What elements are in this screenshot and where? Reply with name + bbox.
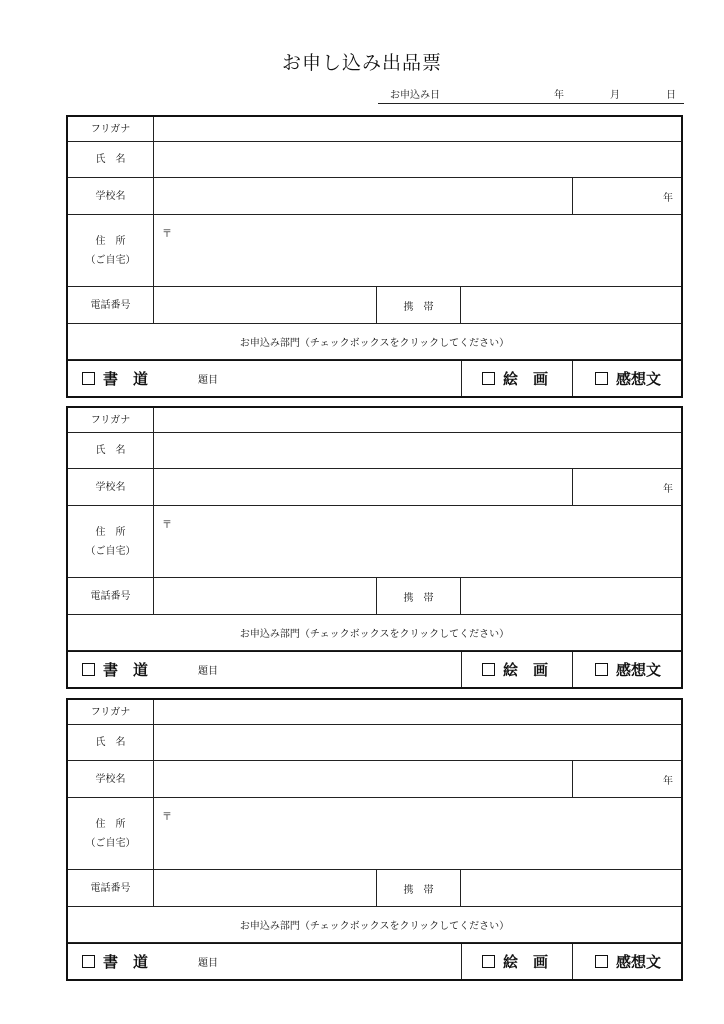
mobile-label: 携 帯: [377, 578, 461, 614]
checkbox-icon: [82, 372, 95, 385]
mobile-label: 携 帯: [377, 870, 461, 906]
day-label: 日: [666, 90, 676, 101]
mobile-field[interactable]: [461, 870, 681, 906]
school-field[interactable]: [154, 178, 573, 214]
checkbox-icon: [595, 372, 608, 385]
year-label: 年: [554, 90, 564, 101]
month-label: 月: [610, 90, 620, 101]
postal-mark: 〒: [162, 812, 172, 823]
entry-form-2: [66, 406, 683, 689]
grade-label: 年: [663, 775, 673, 787]
mobile-label: 携 帯: [377, 287, 461, 323]
grade-field[interactable]: [573, 469, 681, 505]
painting-checkbox[interactable]: 絵 画: [462, 944, 573, 979]
calligraphy-checkbox[interactable]: 書 道: [82, 944, 148, 979]
name-label: 氏 名: [68, 142, 154, 177]
postal-mark: 〒: [162, 520, 172, 531]
grade-label: 年: [663, 192, 673, 204]
school-label: 学校名: [68, 761, 154, 797]
theme-label: 題目: [198, 958, 218, 969]
essay-checkbox[interactable]: 感想文: [573, 944, 681, 979]
calligraphy-checkbox[interactable]: 書 道: [82, 361, 148, 396]
theme-field[interactable]: [216, 652, 462, 687]
checkbox-icon: [482, 372, 495, 385]
grade-label: 年: [663, 483, 673, 495]
name-field[interactable]: [154, 142, 681, 177]
phone-field[interactable]: [154, 870, 377, 906]
address-label: 住 所 （ご自宅）: [68, 506, 154, 577]
entry-form-1: [66, 115, 683, 398]
phone-label: 電話番号: [68, 287, 154, 323]
address-field[interactable]: [154, 506, 681, 577]
phone-label: 電話番号: [68, 870, 154, 906]
page-title: お申し込み出品票: [281, 52, 442, 74]
application-date-label: お申込み日: [390, 90, 440, 101]
furigana-field[interactable]: [154, 700, 681, 724]
checkbox-icon: [82, 663, 95, 676]
category-instruction: お申込み部門（チェックボックスをクリックしてください）: [239, 338, 510, 349]
school-label: 学校名: [68, 469, 154, 505]
checkbox-icon: [82, 955, 95, 968]
furigana-label: フリガナ: [68, 408, 154, 432]
grade-field[interactable]: [573, 178, 681, 214]
name-field[interactable]: [154, 433, 681, 468]
school-field[interactable]: [154, 469, 573, 505]
name-label: 氏 名: [68, 725, 154, 760]
name-label: 氏 名: [68, 433, 154, 468]
address-label: 住 所 （ご自宅）: [68, 215, 154, 286]
name-field[interactable]: [154, 725, 681, 760]
essay-checkbox[interactable]: 感想文: [573, 361, 681, 396]
address-field[interactable]: [154, 798, 681, 869]
furigana-field[interactable]: [154, 408, 681, 432]
phone-label: 電話番号: [68, 578, 154, 614]
phone-field[interactable]: [154, 287, 377, 323]
category-instruction: お申込み部門（チェックボックスをクリックしてください）: [239, 629, 510, 640]
painting-checkbox[interactable]: 絵 画: [462, 361, 573, 396]
school-label: 学校名: [68, 178, 154, 214]
furigana-label: フリガナ: [68, 117, 154, 141]
mobile-field[interactable]: [461, 578, 681, 614]
entry-form-3: [66, 698, 683, 981]
address-field[interactable]: [154, 215, 681, 286]
school-field[interactable]: [154, 761, 573, 797]
grade-field[interactable]: [573, 761, 681, 797]
postal-mark: 〒: [162, 229, 172, 240]
essay-checkbox[interactable]: 感想文: [573, 652, 681, 687]
theme-label: 題目: [198, 375, 218, 386]
checkbox-icon: [482, 663, 495, 676]
application-date-line: [378, 85, 684, 104]
checkbox-icon: [595, 955, 608, 968]
painting-checkbox[interactable]: 絵 画: [462, 652, 573, 687]
address-label: 住 所 （ご自宅）: [68, 798, 154, 869]
furigana-label: フリガナ: [68, 700, 154, 724]
theme-field[interactable]: [216, 944, 462, 979]
mobile-field[interactable]: [461, 287, 681, 323]
checkbox-icon: [595, 663, 608, 676]
theme-field[interactable]: [216, 361, 462, 396]
phone-field[interactable]: [154, 578, 377, 614]
calligraphy-checkbox[interactable]: 書 道: [82, 652, 148, 687]
theme-label: 題目: [198, 666, 218, 677]
checkbox-icon: [482, 955, 495, 968]
category-instruction: お申込み部門（チェックボックスをクリックしてください）: [239, 921, 510, 932]
furigana-field[interactable]: [154, 117, 681, 141]
